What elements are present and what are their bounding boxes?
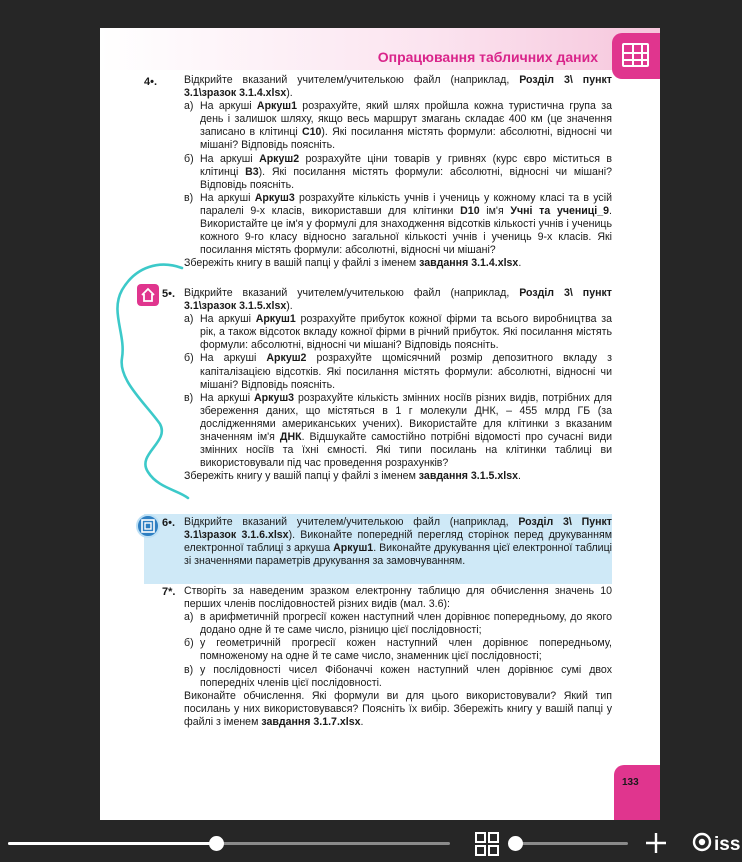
task-7-a: а) в арифметичній прогресії кожен наступний член дорівнює попередньому, до якого додано одне й те саме число, різницю цієї послідовності; (184, 611, 612, 637)
handwritten-annotation (100, 28, 220, 548)
task-5-save: Збережіть книгу у вашій папці у файлі з іменем завдання 3.1.5.xlsx. (184, 470, 521, 483)
brand-text: iss (714, 834, 741, 856)
task-7-b: б) у геометричній прогресії кожен наступний член дорівнює попередньому, помноженому на одне й те саме число, знаменник цієї послідовності; (184, 637, 612, 663)
task-7-number: 7*. (162, 586, 176, 598)
section-badge (612, 33, 660, 79)
zoom-handle[interactable] (508, 836, 523, 851)
task-4-b: б) На аркуші Аркуш2 розрахуйте ціни товарів у гривнях (курс євро міститься в клітинці B3). Які посилання містять формули: абсолютні, відносні чи мішані? Відповідь поясніть. (184, 152, 613, 191)
task-7-intro: Створіть за наведеним зразком електронну таблицю для обчислення значень 10 перших членів послідовностей різних видів (мал. 3.6): (184, 585, 612, 611)
task-4-save: Збережіть книгу в вашій папці у файлі з іменем завдання 3.1.4.xlsx. (184, 257, 522, 270)
zoom-track[interactable] (516, 842, 628, 845)
task-6-number: 6•. (162, 517, 176, 529)
task-5 (184, 287, 612, 483)
brand-logo[interactable] (692, 832, 740, 856)
page-number: 133 (622, 777, 639, 788)
task-4 (184, 74, 612, 270)
task-4-c: в) На аркуші Аркуш3 розрахуйте кількість учнів і учениць у кожному класі та в усій паралелі 9-х класів, використавши для клітинки D10 ім'я Учні та учениці_9. Використайте це ім'я у формулі для знаходження відсотків кількості учнів і учениць кожного 9-го класу відносно загальної кількості учнів і учениць 9-х класів. Які посилання містять формули: абсолютні, відносні чи мішані? (184, 191, 612, 257)
task-4-intro: Відкрийте вказаний учителем/учителькою файл (наприклад, Розділ 3\ пункт 3.1\зразок 3.1.4.xlsx). (184, 74, 612, 100)
page-number-badge (614, 765, 660, 820)
viewer-toolbar (0, 820, 742, 862)
zoom-in-icon[interactable] (645, 832, 667, 854)
task-4-a: а) На аркуші Аркуш1 розрахуйте, який шлях пройшла кожна туристична група за день і залишок шляху, якщо весь маршрут змагань складає 400 км (це значення записано в клітинці C10). Які посилання містять формули: абсолютні, відносні чи мішані? Відповідь поясніть. (184, 100, 612, 152)
document-page (100, 28, 660, 820)
task-6: Відкрийте вказаний учителем/учителькою файл (наприклад, Розділ 3\ Пункт 3.1\зразок 3.1.6.xlsx). Виконайте попередній перегляд сторінок перед друкуванням електронної таблиці з аркуша Аркуш1. Виконайте друкування цієї електронної таблиці зі значеннями параметрів друкування за замовчуванням. (184, 516, 612, 568)
task-4-number: 4•. (144, 76, 158, 88)
task-5-c: в) На аркуші Аркуш3 розрахуйте кількість змінних носіїв різних видів, потрібних для збереження даних, що містяться в 1 г молекули ДНК, – 455 млрд ГБ (за дослідженнями американських учених). Використайте для клітинки з вказаним значенням ім'я ДНК. Відшукайте самостійно потрібні відомості про сучасні види змінних носіїв та їхні ємності. Які типи посилань на клітинки таблиці ви використовували під час проведення розрахунків? (184, 391, 613, 470)
task-7 (184, 585, 612, 729)
table-icon (622, 43, 649, 67)
brand-logo-icon (692, 832, 712, 858)
page-progress-handle[interactable] (209, 836, 224, 851)
task-5-a: а) На аркуші Аркуш1 розрахуйте прибуток кожної фірми та всього виробництва за рік, а також відсоток вкладу кожної фірми в річний прибуток. Які посилання містять формули: абсолютні, відносні чи мішані? Відповідь поясніть. (184, 313, 612, 352)
task-5-b: б) На аркуші Аркуш2 розрахуйте щомісячний розмір депозитного вкладу з капіталізацією відсотків. Які посилання містять формули: абсолютні, відносні чи мішані? Відповідь поясніть. (184, 352, 613, 391)
task-7-outro: Виконайте обчислення. Які формули ви для цього використовували? Який тип посилань у них використовувався? Поясніть їх вибір. Збережіть книгу у вашій папці у файлі з іменем завдання 3.1.7.xlsx. (184, 689, 612, 728)
task-5-intro: Відкрийте вказаний учителем/учителькою файл (наприклад, Розділ 3\ пункт 3.1\зразок 3.1.5.xlsx). (184, 287, 612, 313)
grid-view-icon[interactable] (475, 832, 499, 856)
task-5-number: 5•. (162, 288, 176, 300)
page-progress-fill (8, 842, 216, 845)
section-title: Опрацювання табличних даних (377, 49, 598, 65)
task-7-c: в) у послідовності чисел Фібоначчі кожен наступний член дорівнює сумі двох попередніх членів цієї послідовності. (184, 663, 612, 689)
